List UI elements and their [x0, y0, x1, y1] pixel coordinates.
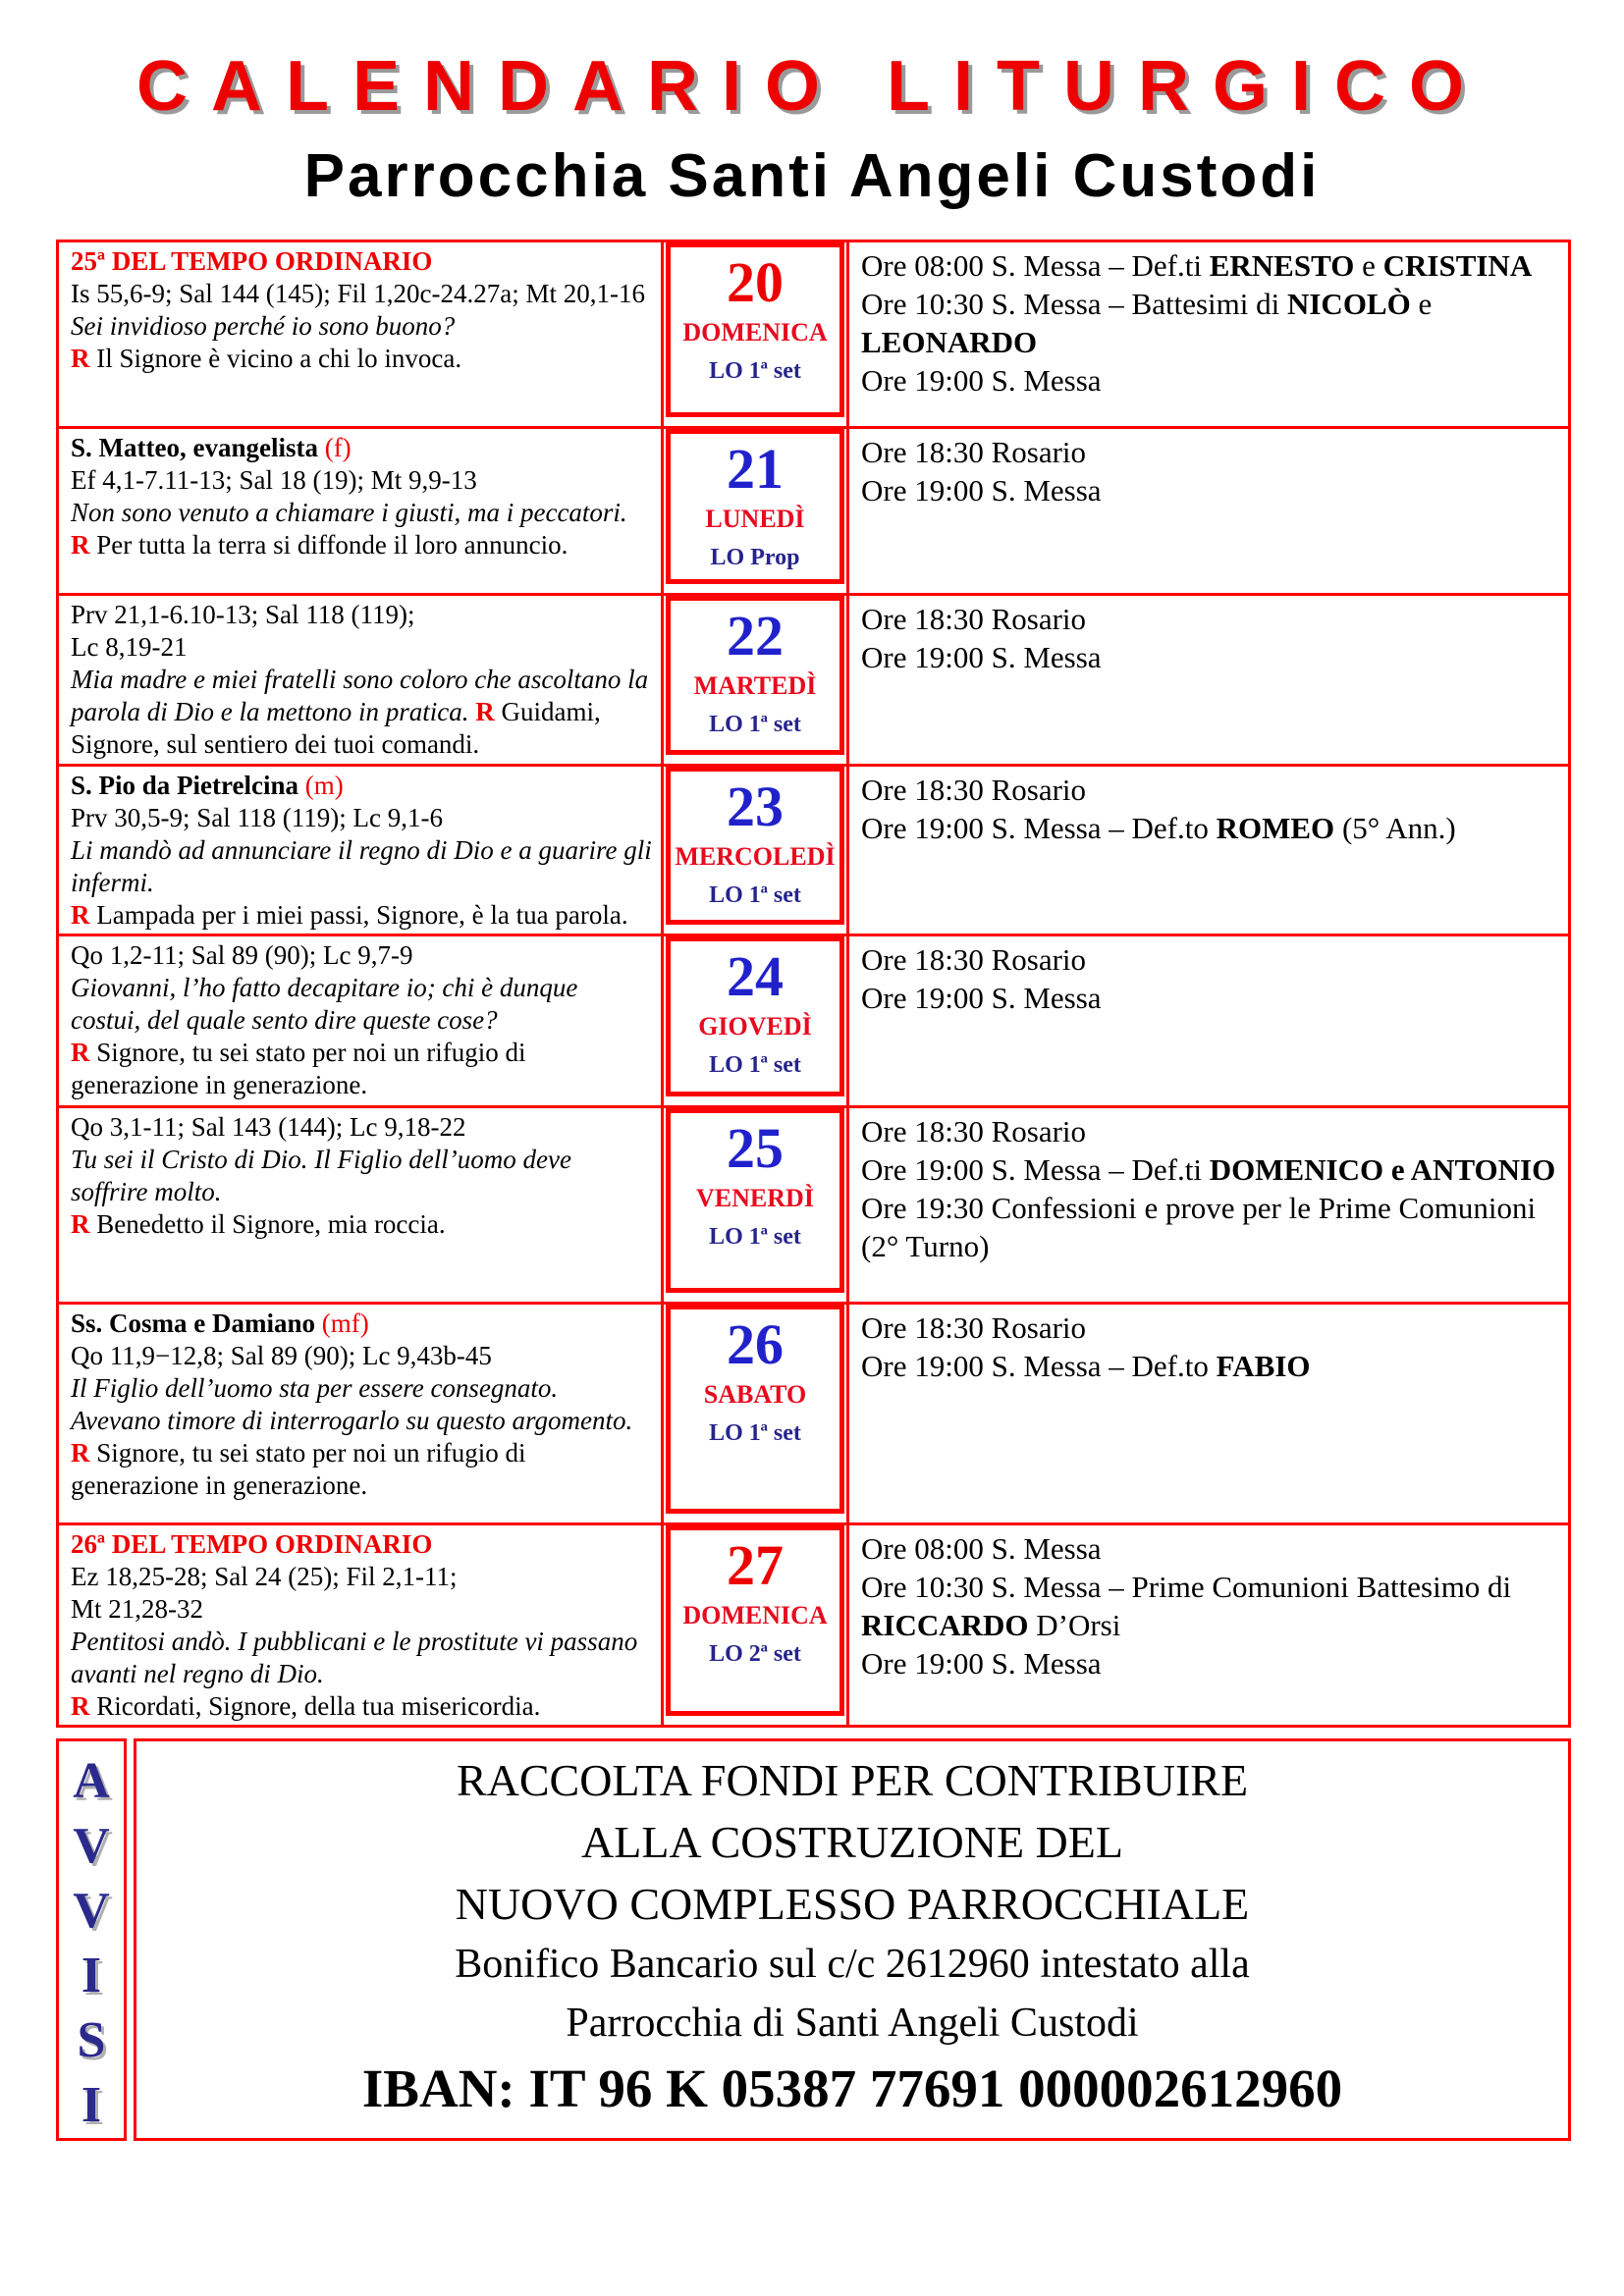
feast-title — [71, 770, 653, 802]
event-text: Ore 18:30 Rosario — [861, 773, 1087, 807]
day-number: 20 — [727, 250, 784, 314]
gospel-quote: Pentitosi andò. I pubblicani e le prostitute vi passano avanti nel regno di Dio. — [71, 1627, 638, 1688]
event-line — [861, 285, 1558, 361]
responsorial-psalm: R Il Signore è vicino a chi lo invoca. — [71, 344, 462, 373]
avvisi-letter: S — [77, 2012, 106, 2068]
avvisi-vertical-label — [56, 1738, 127, 2141]
day-date-cell — [664, 1108, 849, 1302]
event-text: Ore 18:30 Rosario — [861, 942, 1087, 977]
avvisi-letter: I — [81, 2077, 102, 2133]
readings: Qo 1,2-11; Sal 89 (90); Lc 9,7-9 — [71, 940, 413, 970]
feast-title — [71, 1308, 653, 1340]
day-row — [59, 596, 1568, 767]
event-text: Ore 19:00 S. Messa — [861, 981, 1102, 1015]
day-details-cell — [59, 1525, 664, 1725]
day-row — [59, 1305, 1568, 1525]
day-events-cell — [849, 767, 1568, 934]
event-line — [861, 1644, 1558, 1682]
liturgy-of-hours-label: LO 1ª set — [709, 1052, 801, 1078]
announcement-line: Parrocchia di Santi Angeli Custodi — [566, 2001, 1139, 2046]
day-number: 21 — [727, 437, 784, 501]
day-number: 24 — [727, 944, 784, 1008]
weekday-label: MARTEDÌ — [693, 671, 817, 700]
day-number: 25 — [727, 1116, 784, 1180]
readings: Qo 11,9−12,8; Sal 89 (90); Lc 9,43b-45 — [71, 1341, 492, 1370]
event-text: Ore 18:30 Rosario — [861, 1310, 1087, 1345]
event-line — [861, 1150, 1558, 1189]
gospel-quote-and-response: Mia madre e miei fratelli sono coloro che ascoltano la parola di Dio e la mettono in pratica. R Guidami, Signore, sul sentiero dei tuoi comandi. — [71, 665, 649, 759]
readings: Is 55,6-9; Sal 144 (145); Fil 1,20c-24.27a; Mt 20,1-16 — [71, 279, 645, 308]
announcement-line: ALLA COSTRUZIONE DEL — [581, 1817, 1123, 1867]
event-line — [861, 638, 1558, 676]
response-marker: R — [71, 530, 90, 560]
event-line — [861, 1112, 1558, 1150]
event-text: Ore 19:00 S. Messa — [861, 473, 1102, 507]
gospel-quote: Sei invidioso perché io sono buono? — [71, 311, 456, 341]
readings: Prv 21,1-6.10-13; Sal 118 (119); Lc 8,19-21 — [71, 600, 415, 662]
weekday-label: DOMENICA — [682, 318, 828, 347]
day-details-cell — [59, 1108, 664, 1302]
gospel-quote: Il Figlio dell’uomo sta per essere consegnato. Avevano timore di interrogarlo su questo argomento. — [71, 1373, 633, 1435]
gospel-quote: Giovanni, l’ho fatto decapitare io; chi è dunque costui, del quale sento dire queste cose? — [71, 973, 578, 1035]
event-line — [861, 1189, 1558, 1265]
day-date-cell — [664, 596, 849, 764]
event-text: Ore 10:30 S. Messa – Battesimi di — [861, 287, 1287, 321]
day-events-cell — [849, 1525, 1568, 1725]
response-marker: R — [71, 900, 90, 930]
responsorial-psalm: R Benedetto il Signore, mia roccia. — [71, 1209, 446, 1239]
response-marker: R — [71, 1038, 90, 1067]
announcement-line: NUOVO COMPLESSO PARROCCHIALE — [455, 1879, 1250, 1929]
avvisi-letter: A — [73, 1753, 110, 1809]
event-line — [861, 809, 1558, 847]
day-date-box — [666, 1108, 844, 1293]
day-number: 27 — [727, 1533, 784, 1597]
day-events-cell — [849, 596, 1568, 764]
event-text: Ore 19:00 S. Messa — [861, 363, 1102, 398]
event-name-bold: ROMEO — [1216, 811, 1335, 845]
event-text: Ore 19:00 S. Messa – Def.ti — [861, 1152, 1210, 1187]
weekday-label: LUNEDÌ — [705, 505, 805, 533]
feast-name: Ss. Cosma e Damiano — [71, 1308, 316, 1338]
feast-name: 26ª DEL TEMPO ORDINARIO — [71, 1529, 433, 1559]
event-text: Ore 19:00 S. Messa – Def.to — [861, 811, 1217, 845]
parish-subtitle: Parrocchia Santi Angeli Custodi — [303, 142, 1321, 210]
event-text: Ore 18:30 Rosario — [861, 435, 1087, 469]
event-line — [861, 1568, 1558, 1644]
day-date-cell — [664, 1525, 849, 1725]
day-number: 23 — [727, 774, 784, 838]
response-marker: R — [475, 697, 495, 726]
readings: Qo 3,1-11; Sal 143 (144); Lc 9,18-22 — [71, 1112, 466, 1142]
day-details-cell — [59, 936, 664, 1105]
gospel-quote: Li mandò ad annunciare il regno di Dio e a guarire gli infermi. — [71, 835, 652, 897]
event-text: Ore 18:30 Rosario — [861, 602, 1087, 636]
event-text: Ore 18:30 Rosario — [861, 1114, 1087, 1148]
day-date-box — [666, 1525, 844, 1716]
day-events-cell — [849, 1305, 1568, 1522]
day-row — [59, 767, 1568, 936]
day-details-cell — [59, 596, 664, 764]
day-events-cell — [849, 1108, 1568, 1302]
page-title: CALENDARIO LITURGICO — [136, 47, 1488, 126]
response-marker: R — [71, 344, 90, 373]
event-line — [861, 471, 1558, 509]
feast-grade: (mf) — [315, 1308, 369, 1338]
day-events-cell — [849, 429, 1568, 593]
announcement-line: Bonifico Bancario sul c/c 2612960 intestato alla — [455, 1942, 1250, 1987]
day-events-cell — [849, 242, 1568, 426]
day-date-box — [666, 767, 844, 925]
page-header — [0, 0, 1624, 218]
event-text: Ore 19:30 Confessioni e prove per le Prime Comunioni (2° Turno) — [861, 1191, 1537, 1263]
day-row — [59, 936, 1568, 1108]
response-marker: R — [71, 1438, 90, 1468]
day-details-cell — [59, 429, 664, 593]
weekday-label: GIOVEDÌ — [698, 1012, 812, 1041]
event-line — [861, 600, 1558, 638]
day-number: 26 — [727, 1312, 784, 1376]
gospel-quote: Mia madre e miei fratelli sono coloro che ascoltano la parola di Dio e la mettono in pratica. — [71, 665, 649, 726]
liturgy-of-hours-label: LO 1ª set — [709, 882, 801, 908]
liturgy-of-hours-label: LO 1ª set — [709, 1420, 801, 1446]
event-line — [861, 1529, 1558, 1568]
announcement-line: RACCOLTA FONDI PER CONTRIBUIRE — [456, 1755, 1249, 1805]
liturgy-of-hours-label: LO 1ª set — [709, 712, 801, 737]
event-name-bold: NICOLÒ — [1286, 287, 1411, 321]
event-text: Ore 10:30 S. Messa – Prime Comunioni Battesimo di — [861, 1570, 1512, 1604]
announcement-line: IBAN: IT 96 K 05387 77691 000002612960 — [361, 2058, 1343, 2118]
gospel-quote: Non sono venuto a chiamare i giusti, ma i peccatori. — [71, 498, 627, 527]
day-details-cell — [59, 767, 664, 934]
responsorial-psalm: R Ricordati, Signore, della tua misericordia. — [71, 1691, 541, 1721]
feast-name: 25ª DEL TEMPO ORDINARIO — [71, 246, 433, 276]
event-text: Ore 19:00 S. Messa — [861, 1646, 1102, 1681]
event-line — [861, 246, 1558, 285]
event-line — [861, 361, 1558, 400]
day-date-box — [666, 1305, 844, 1514]
responsorial-psalm: R Per tutta la terra si diffonde il loro annuncio. — [71, 530, 568, 560]
day-row — [59, 429, 1568, 596]
response-marker: R — [71, 1209, 90, 1239]
day-row — [59, 1525, 1568, 1725]
readings: Prv 30,5-9; Sal 118 (119); Lc 9,1-6 — [71, 803, 443, 832]
avvisi-letter: I — [81, 1948, 102, 2003]
liturgy-of-hours-label: LO Prop — [710, 545, 800, 570]
readings: Ef 4,1-7.11-13; Sal 18 (19); Mt 9,9-13 — [71, 465, 477, 495]
day-details-cell — [59, 1305, 664, 1522]
day-date-cell — [664, 767, 849, 934]
weekday-label: SABATO — [703, 1380, 807, 1409]
day-details-cell — [59, 242, 664, 426]
feast-grade: (m) — [298, 771, 344, 800]
feast-grade: (f) — [317, 433, 352, 462]
event-name-bold: CRISTINA — [1382, 248, 1533, 283]
event-text: Ore 19:00 S. Messa – Def.to — [861, 1349, 1217, 1383]
event-name-bold: DOMENICO e ANTONIO — [1209, 1152, 1556, 1187]
day-number: 22 — [727, 604, 784, 667]
responsorial-psalm: R Signore, tu sei stato per noi un rifugio di generazione in generazione. — [71, 1438, 526, 1500]
response-marker: R — [71, 1691, 90, 1721]
liturgy-of-hours-label: LO 1ª set — [709, 1224, 801, 1250]
day-events-cell — [849, 936, 1568, 1105]
event-line — [861, 771, 1558, 809]
event-text: e — [1354, 248, 1383, 283]
responsorial-psalm: R Signore, tu sei stato per noi un rifugio di generazione in generazione. — [71, 1038, 526, 1099]
avvisi-section — [56, 1738, 1571, 2141]
day-date-cell — [664, 429, 849, 593]
day-date-box — [666, 936, 844, 1096]
liturgy-of-hours-label: LO 1ª set — [709, 358, 801, 384]
avvisi-letter: V — [73, 1883, 110, 1939]
announcement-box — [134, 1738, 1571, 2141]
responsorial-psalm: R Lampada per i miei passi, Signore, è la tua parola. — [71, 900, 628, 930]
liturgical-calendar-table — [56, 240, 1571, 1728]
feast-name: S. Matteo, evangelista — [71, 433, 318, 462]
feast-title — [71, 432, 653, 464]
event-text: e — [1410, 287, 1433, 321]
event-name-bold: FABIO — [1216, 1349, 1311, 1383]
event-name-bold: RICCARDO — [861, 1608, 1029, 1642]
feast-title — [71, 1528, 653, 1561]
event-line — [861, 1347, 1558, 1385]
event-text: Ore 08:00 S. Messa – Def.ti — [861, 248, 1210, 283]
day-row — [59, 1108, 1568, 1305]
day-date-cell — [664, 242, 849, 426]
day-date-box — [666, 242, 844, 417]
event-text: D’Orsi — [1028, 1608, 1121, 1642]
liturgy-of-hours-label: LO 2ª set — [709, 1641, 801, 1667]
day-date-cell — [664, 936, 849, 1105]
feast-name: S. Pio da Pietrelcina — [71, 771, 298, 800]
event-line — [861, 433, 1558, 471]
feast-title — [71, 245, 653, 278]
event-text: Ore 19:00 S. Messa — [861, 640, 1102, 674]
event-text: Ore 08:00 S. Messa — [861, 1531, 1102, 1566]
event-text: (5° Ann.) — [1334, 811, 1456, 845]
avvisi-letter: V — [73, 1818, 110, 1874]
day-date-box — [666, 596, 844, 755]
readings: Ez 18,25-28; Sal 24 (25); Fil 2,1-11; Mt 21,28-32 — [71, 1562, 458, 1624]
event-line — [861, 1308, 1558, 1347]
event-line — [861, 940, 1558, 979]
event-name-bold: LEONARDO — [861, 325, 1038, 359]
gospel-quote: Tu sei il Cristo di Dio. Il Figlio dell’uomo deve soffrire molto. — [71, 1145, 571, 1206]
weekday-label: MERCOLEDÌ — [675, 842, 836, 871]
day-date-cell — [664, 1305, 849, 1522]
weekday-label: DOMENICA — [682, 1601, 828, 1629]
event-line — [861, 979, 1558, 1017]
event-name-bold: ERNESTO — [1209, 248, 1355, 283]
day-row — [59, 242, 1568, 429]
day-date-box — [666, 429, 844, 584]
weekday-label: VENERDÌ — [696, 1184, 814, 1212]
